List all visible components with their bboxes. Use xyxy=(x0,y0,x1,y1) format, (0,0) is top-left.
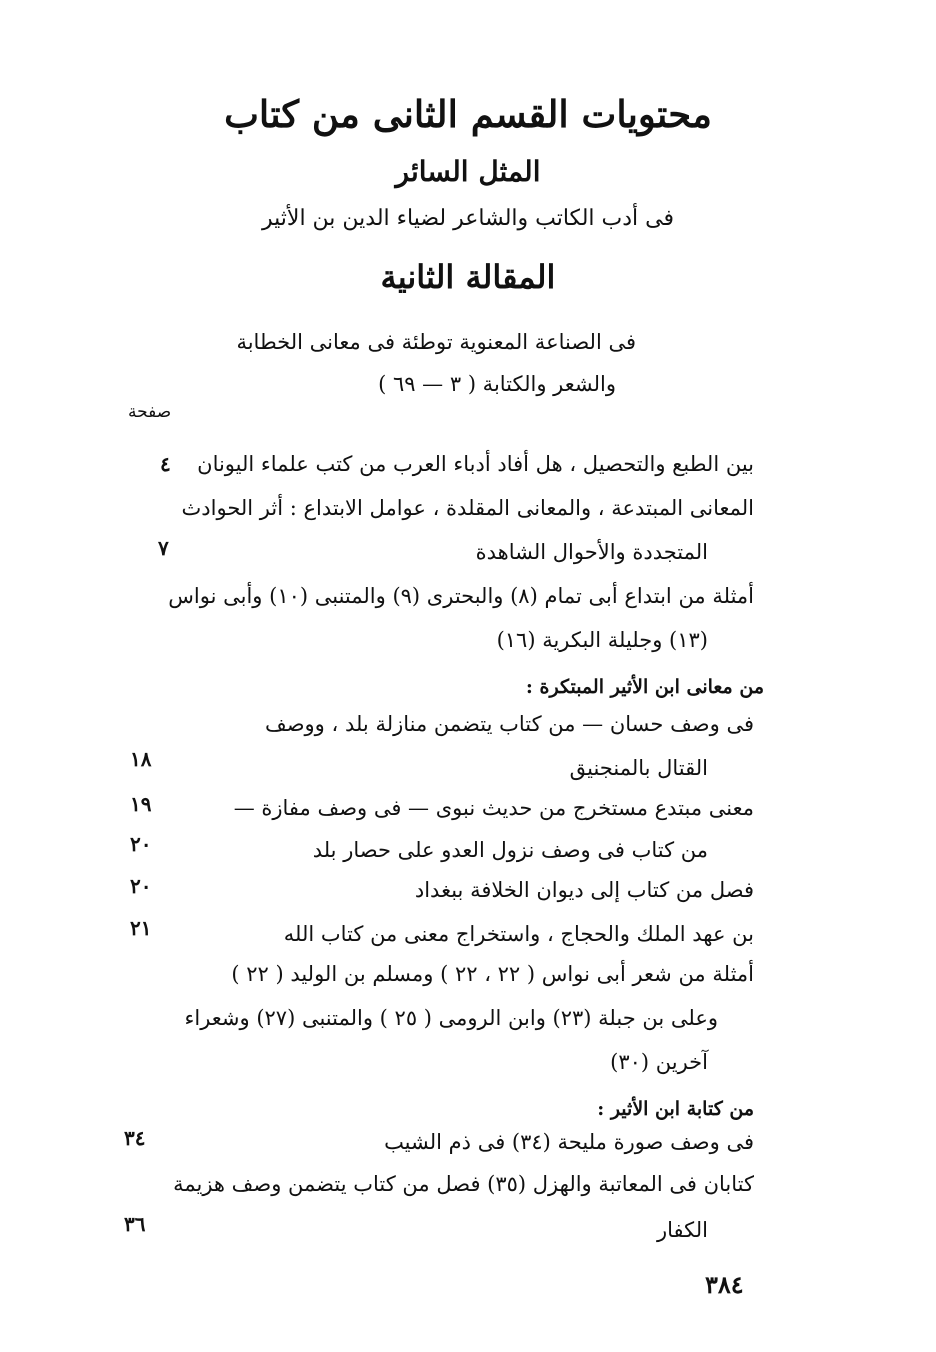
book-title: المثل السائر xyxy=(395,155,541,188)
toc-page-number: ٢٠ xyxy=(130,874,152,898)
contents-title: محتويات القسم الثانى من كتاب xyxy=(224,92,712,136)
toc-line: بن عهد الملك والحجاج ، واستخراج معنى من كتاب الله xyxy=(283,922,754,946)
toc-heading: من كتابة ابن الأثير : xyxy=(597,1098,754,1120)
toc-page-number: ١٨ xyxy=(130,747,152,771)
toc-page-number: ٧ xyxy=(158,536,169,560)
toc-line: فى وصف صورة مليحة (٣٤) فى ذم الشيب xyxy=(384,1130,754,1154)
page-column-label: صفحة xyxy=(128,402,172,422)
toc-line: الكفار xyxy=(657,1218,708,1242)
toc-line: أمثلة من شعر أبى نواس ( ٢٢ ، ٢٢ ) ومسلم بن الوليد ( ٢٢ ) xyxy=(231,962,754,986)
toc-page-number: ٤ xyxy=(160,452,171,476)
book-subtitle: فى أدب الكاتب والشاعر لضياء الدين بن الأثير xyxy=(262,206,674,231)
toc-page-number: ١٩ xyxy=(130,792,152,816)
toc-line: آخرين (٣٠) xyxy=(610,1050,708,1074)
toc-line: معنى مبتدع مستخرج من حديث نبوى — فى وصف مفازة — xyxy=(233,796,754,820)
toc-page-number: ٣٤ xyxy=(124,1126,146,1150)
part-title: المقالة الثانية xyxy=(380,258,556,296)
toc-line: المتجددة والأحوال الشاهدة xyxy=(475,540,708,564)
toc-line: (١٣) وجليلة البكرية (١٦) xyxy=(496,628,708,652)
section-description-line2: والشعر والكتابة ( ٣ — ٦٩ ) xyxy=(378,372,616,396)
toc-line: فصل من كتاب إلى ديوان الخلافة ببغداد xyxy=(414,878,754,902)
toc-line: من كتاب فى وصف نزول العدو على حصار بلد xyxy=(312,838,708,862)
toc-line: وعلى بن جبلة (٢٣) وابن الرومى ( ٢٥ ) والمتنبى (٢٧) وشعراء xyxy=(184,1006,718,1030)
toc-line: أمثلة من ابتداع أبى تمام (٨) والبحترى (٩) والمتنبى (١٠) وأبى نواس xyxy=(168,584,754,608)
toc-page-number: ٢٠ xyxy=(130,832,152,856)
page-number: ٣٨٤ xyxy=(705,1270,744,1299)
toc-page-number: ٢١ xyxy=(130,916,152,940)
section-description-line1: فى الصناعة المعنوية توطئة فى معانى الخطابة xyxy=(236,330,636,354)
toc-page-number: ٣٦ xyxy=(124,1212,146,1236)
toc-line: فى وصف حسان — من كتاب يتضمن منازلة بلد ، ووصف xyxy=(264,712,754,736)
toc-line: القتال بالمنجنيق xyxy=(569,756,708,780)
toc-heading: من معانى ابن الأثير المبتكرة : xyxy=(525,676,764,698)
toc-line: بين الطبع والتحصيل ، هل أفاد أدباء العرب من كتب علماء اليونان xyxy=(197,452,754,476)
toc-line: المعانى المبتدعة ، والمعانى المقلدة ، عوامل الابتداع : أثر الحوادث xyxy=(181,496,754,520)
toc-line: كتابان فى المعاتبة والهزل (٣٥) فصل من كتاب يتضمن وصف هزيمة xyxy=(173,1172,754,1196)
